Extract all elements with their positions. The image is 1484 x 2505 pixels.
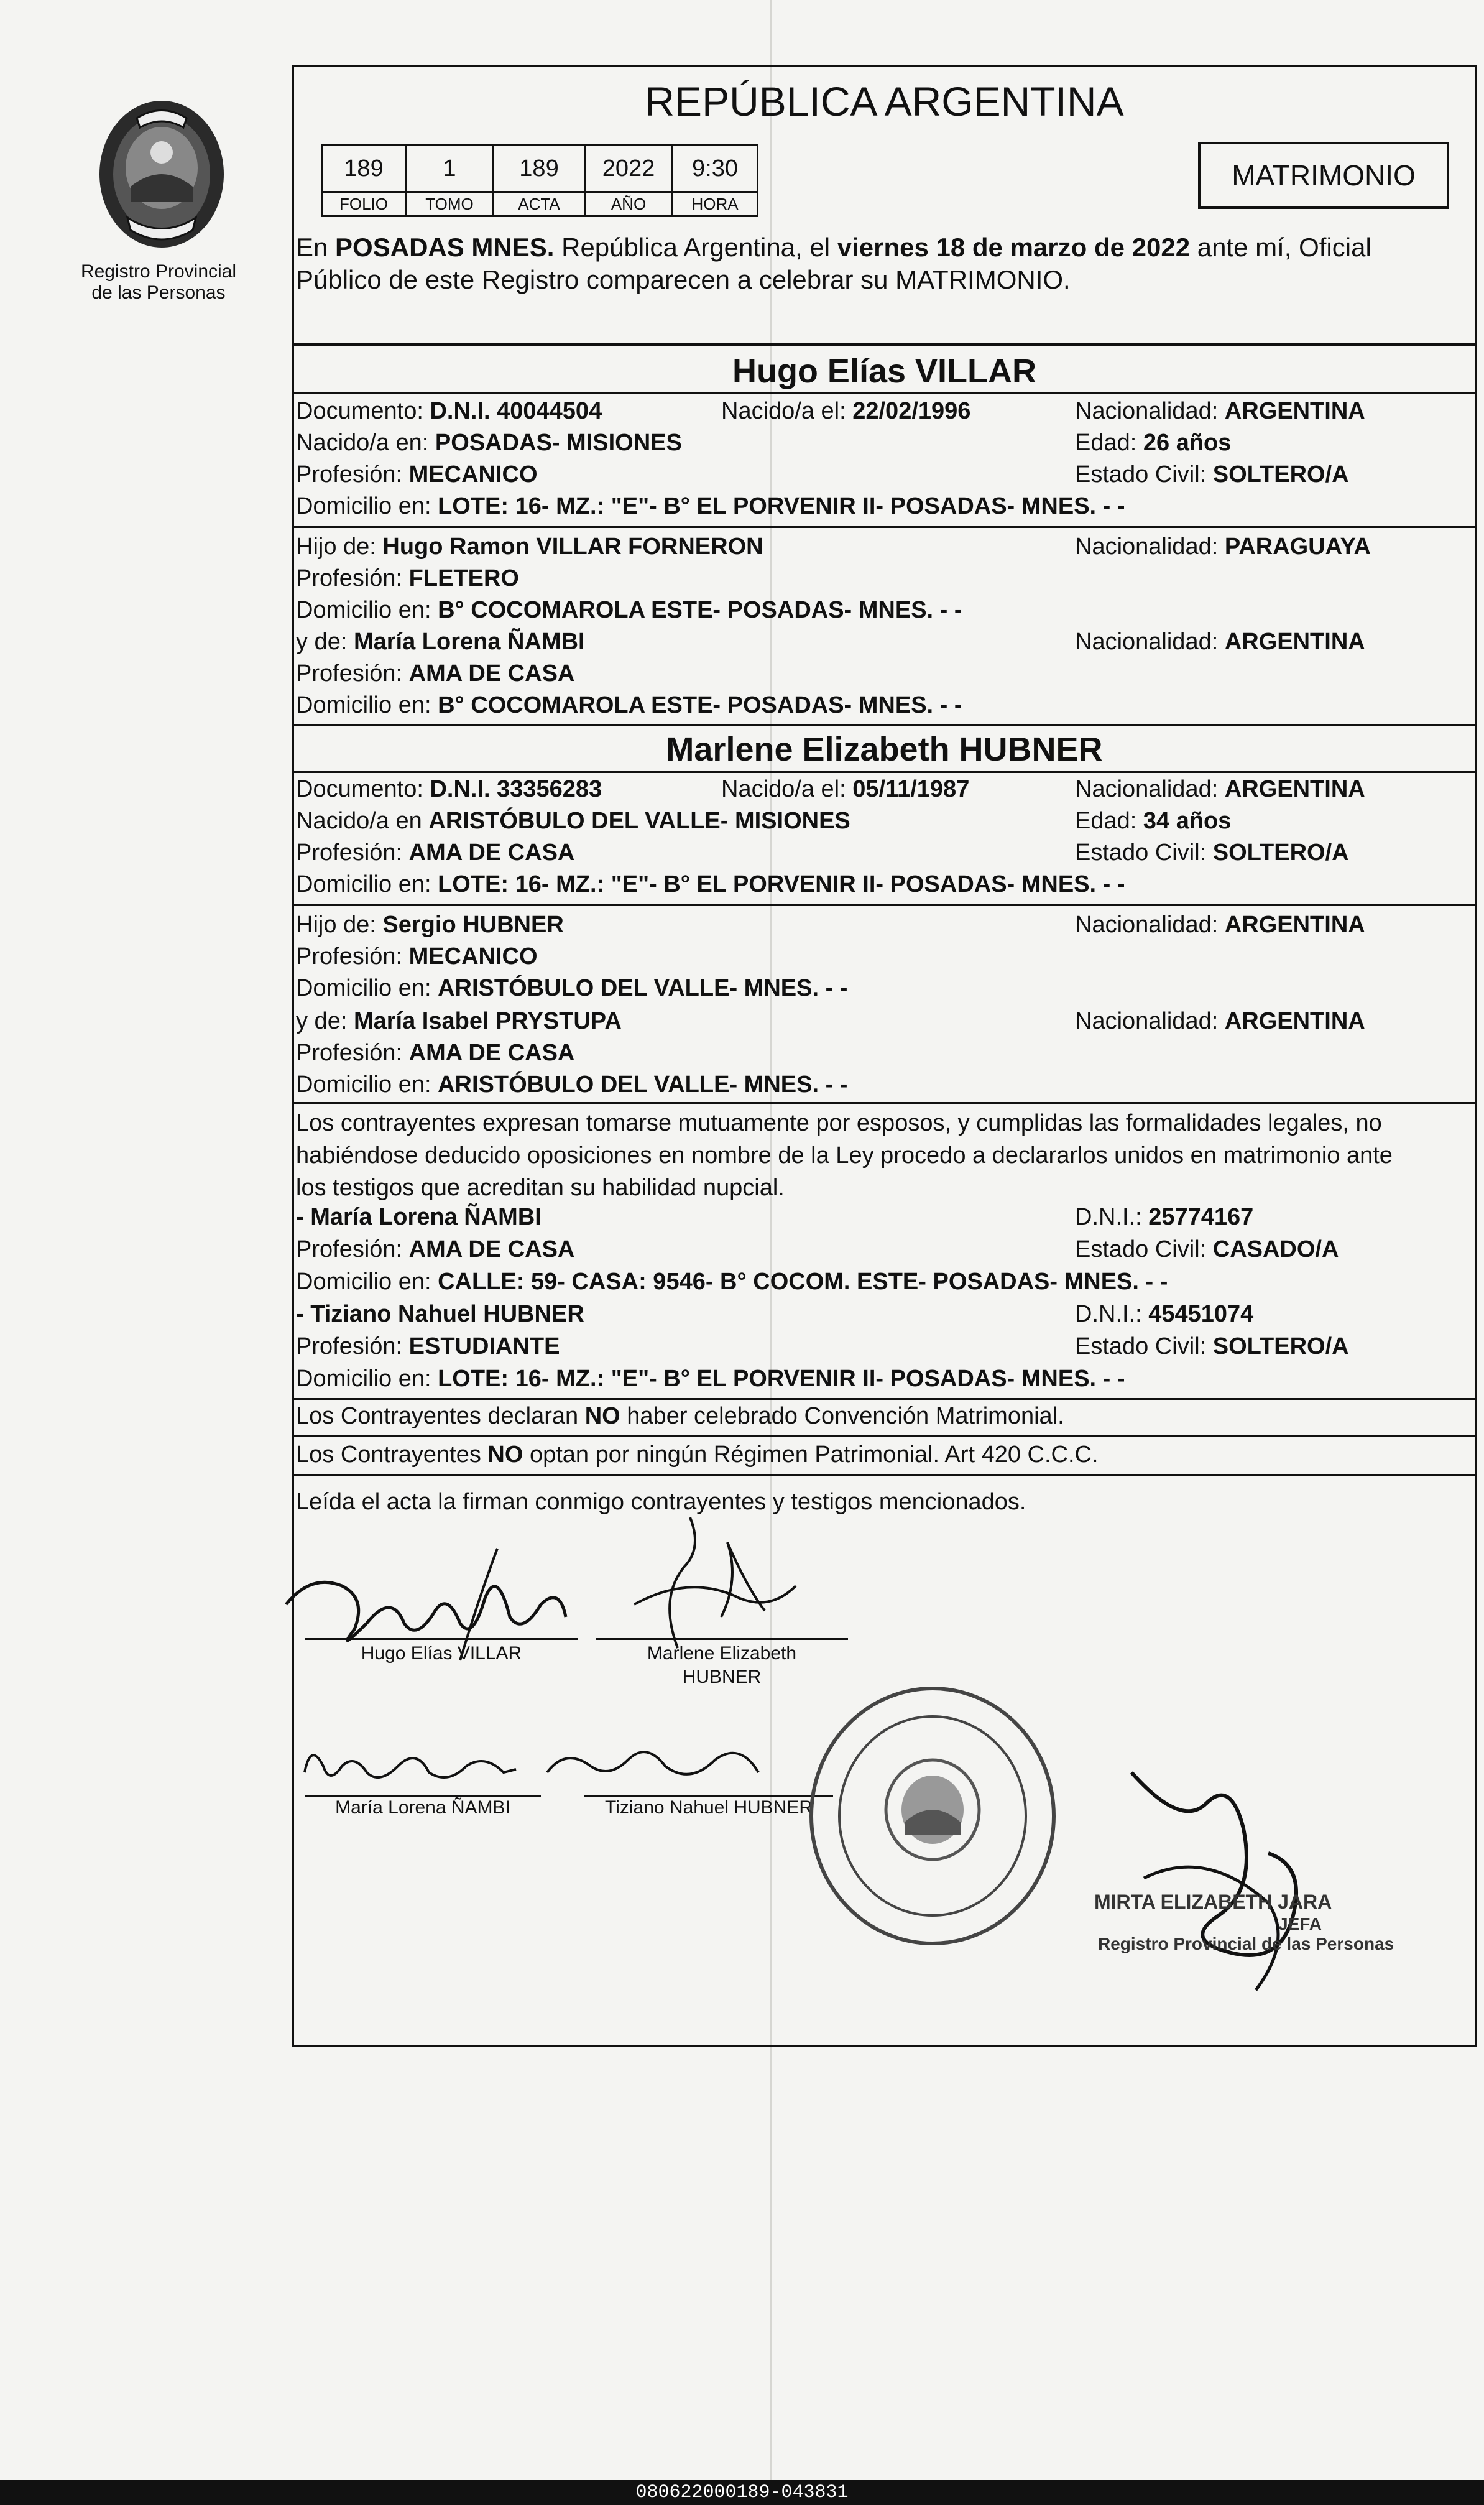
witness2-signature-label: Tiziano Nahuel HUBNER [604, 1797, 813, 1818]
witness1-name: - María Lorena ÑAMBI [296, 1204, 542, 1230]
page-title: REPÚBLICA ARGENTINA [645, 78, 1124, 124]
groom-profession: Profesión: MECANICO [296, 461, 538, 488]
document-barcode-id: 080622000189-043831 [0, 2480, 1484, 2505]
bride-father: Hijo de: Sergio HUBNER [296, 912, 564, 938]
convention-line-1: Los Contrayentes declaran NO haber celebrado Convención Matrimonial. [296, 1403, 1064, 1429]
groom-father-nationality: Nacionalidad: PARAGUAYA [1075, 534, 1371, 560]
groom-civil-status: Estado Civil: SOLTERO/A [1075, 461, 1349, 488]
divider [292, 1398, 1477, 1400]
witness1-profession: Profesión: AMA DE CASA [296, 1236, 575, 1262]
bride-mother-profession: Profesión: AMA DE CASA [296, 1040, 575, 1066]
bride-profession: Profesión: AMA DE CASA [296, 840, 575, 866]
groom-father: Hijo de: Hugo Ramon VILLAR FORNERON [296, 534, 763, 560]
groom-mother-address: Domicilio en: B° COCOMAROLA ESTE- POSADAS- MNES. - - [296, 692, 962, 718]
hora-label: HORA [673, 192, 758, 216]
groom-signature-label: Hugo Elías VILLAR [361, 1643, 522, 1664]
declaration-paragraph [296, 1107, 1474, 1204]
divider [292, 526, 1477, 528]
official-office: Registro Provincial de las Personas [1098, 1934, 1394, 1953]
divider [292, 343, 1477, 346]
closing-text: Leída el acta la firman conmigo contrayentes y testigos mencionados. [296, 1489, 1026, 1515]
bride-signature-label-line2: HUBNER [682, 1667, 762, 1687]
province-coat-of-arms-logo [93, 93, 230, 255]
divider [292, 392, 1477, 394]
witness1-dni: D.N.I.: 25774167 [1075, 1204, 1254, 1230]
intro-line-1: En POSADAS MNES. República Argentina, el viernes 18 de marzo de 2022 ante mí, Oficial [296, 233, 1371, 262]
bride-document: Documento: D.N.I. 33356283 [296, 776, 602, 802]
groom-signature-line [305, 1638, 578, 1640]
groom-age: Edad: 26 años [1075, 430, 1232, 456]
groom-father-address: Domicilio en: B° COCOMAROLA ESTE- POSADAS- MNES. - - [296, 597, 962, 623]
bride-father-nationality: Nacionalidad: ARGENTINA [1075, 912, 1365, 938]
groom-father-profession: Profesión: FLETERO [296, 565, 519, 591]
bride-age: Edad: 34 años [1075, 808, 1232, 834]
convention-line-2: Los Contrayentes NO optan por ningún Régimen Patrimonial. Art 420 C.C.C. [296, 1442, 1099, 1468]
groom-birthdate: Nacido/a el: 22/02/1996 [721, 398, 971, 424]
bride-mother-address: Domicilio en: ARISTÓBULO DEL VALLE- MNES. - - [296, 1072, 848, 1098]
official-name: MIRTA ELIZABETH JARA [1094, 1891, 1332, 1913]
ano-label: AÑO [585, 192, 673, 216]
bride-birthplace: Nacido/a en ARISTÓBULO DEL VALLE- MISIONES [296, 808, 850, 834]
groom-address: Domicilio en: LOTE: 16- MZ.: "E"- B° EL PORVENIR II- POSADAS- MNES. - - [296, 493, 1125, 519]
official-seal-stamp [802, 1679, 1063, 1953]
bride-civil-status: Estado Civil: SOLTERO/A [1075, 840, 1349, 866]
groom-name: Hugo Elías VILLAR [732, 353, 1037, 390]
certificate-type-box: MATRIMONIO [1198, 142, 1449, 209]
divider [292, 1435, 1477, 1437]
groom-document: Documento: D.N.I. 40044504 [296, 398, 602, 424]
witness1-civil-status: Estado Civil: CASADO/A [1075, 1236, 1339, 1262]
bride-signature-label-line1: Marlene Elizabeth [647, 1643, 797, 1664]
divider [292, 1102, 1477, 1104]
witness1-address: Domicilio en: CALLE: 59- CASA: 9546- B° COCOM. ESTE- POSADAS- MNES. - - [296, 1269, 1168, 1295]
witness2-signature-line [584, 1795, 833, 1797]
bride-signature-line [596, 1638, 848, 1640]
groom-birthplace: Nacido/a en: POSADAS- MISIONES [296, 430, 682, 456]
acta-value: 189 [494, 146, 585, 192]
bride-address: Domicilio en: LOTE: 16- MZ.: "E"- B° EL PORVENIR II- POSADAS- MNES. - - [296, 871, 1125, 897]
witness1-signature [292, 1729, 528, 1797]
divider [292, 1474, 1477, 1476]
witness1-signature-label: María Lorena ÑAMBI [335, 1797, 510, 1818]
ano-value: 2022 [585, 146, 673, 192]
witness2-profession: Profesión: ESTUDIANTE [296, 1333, 560, 1359]
logo-caption-line2: de las Personas [91, 282, 226, 303]
folio-value: 189 [322, 146, 406, 192]
tomo-value: 1 [406, 146, 494, 192]
witness2-signature [541, 1729, 790, 1797]
bride-mother: y de: María Isabel PRYSTUPA [296, 1008, 622, 1034]
logo-caption-line1: Registro Provincial [80, 261, 237, 282]
groom-mother: y de: María Lorena ÑAMBI [296, 629, 585, 655]
bride-name: Marlene Elizabeth HUBNER [666, 731, 1103, 768]
intro-line-2: Público de este Registro comparecen a celebrar su MATRIMONIO. [296, 265, 1071, 294]
bride-father-profession: Profesión: MECANICO [296, 943, 538, 970]
witness2-name: - Tiziano Nahuel HUBNER [296, 1301, 584, 1327]
groom-mother-nationality: Nacionalidad: ARGENTINA [1075, 629, 1365, 655]
bride-nationality: Nacionalidad: ARGENTINA [1075, 776, 1365, 802]
declaration-line-2: habiéndose deducido oposiciones en nombre de la Ley procedo a declararlos unidos en matrimonio ante [296, 1142, 1393, 1169]
folio-label: FOLIO [322, 192, 406, 216]
witness2-dni: D.N.I.: 45451074 [1075, 1301, 1254, 1327]
declaration-line-1: Los contrayentes expresan tomarse mutuamente por esposos, y cumplidas las formalidades legales, no [296, 1110, 1382, 1136]
divider [292, 771, 1477, 773]
witness1-signature-line [305, 1795, 541, 1797]
tomo-label: TOMO [406, 192, 494, 216]
bride-father-address: Domicilio en: ARISTÓBULO DEL VALLE- MNES. - - [296, 975, 848, 1001]
hora-value: 9:30 [673, 146, 758, 192]
groom-nationality: Nacionalidad: ARGENTINA [1075, 398, 1365, 424]
divider [292, 904, 1477, 906]
witness2-civil-status: Estado Civil: SOLTERO/A [1075, 1333, 1349, 1359]
bride-mother-nationality: Nacionalidad: ARGENTINA [1075, 1008, 1365, 1034]
groom-mother-profession: Profesión: AMA DE CASA [296, 660, 575, 687]
divider [292, 724, 1477, 726]
logo-caption [59, 261, 258, 303]
bride-birthdate: Nacido/a el: 05/11/1987 [721, 776, 970, 802]
declaration-line-3: los testigos que acreditan su habilidad nupcial. [296, 1175, 785, 1201]
registry-table [321, 144, 758, 217]
official-role: JEFA [1278, 1914, 1322, 1933]
official-signature [1107, 1754, 1330, 2015]
acta-label: ACTA [494, 192, 585, 216]
witness2-address: Domicilio en: LOTE: 16- MZ.: "E"- B° EL PORVENIR II- POSADAS- MNES. - - [296, 1366, 1125, 1392]
bride-signature [597, 1505, 846, 1667]
